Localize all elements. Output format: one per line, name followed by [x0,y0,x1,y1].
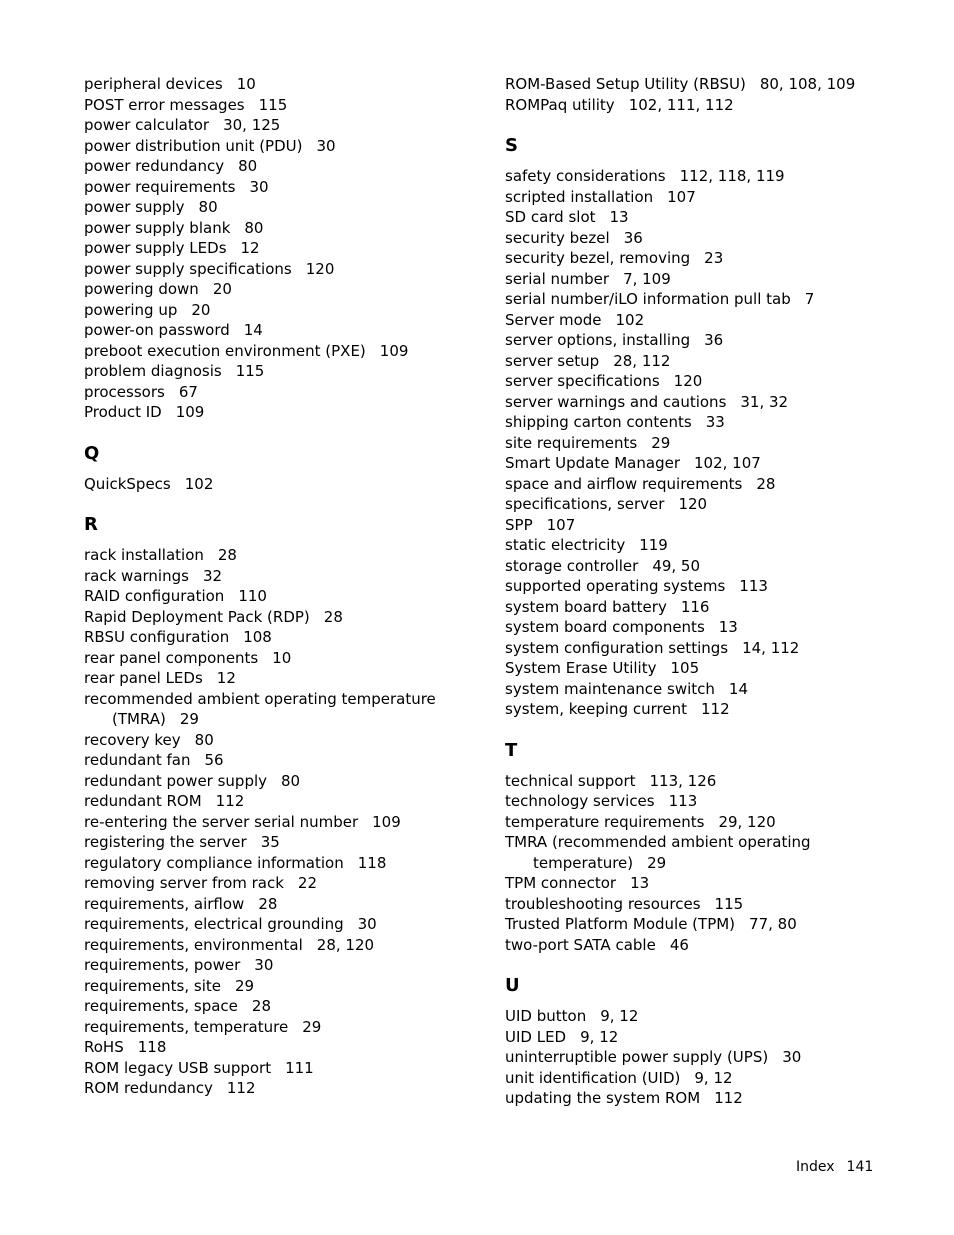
index-page-refs: 80, 108, 109 [759,75,856,93]
index-page-refs: 107 [546,515,576,534]
index-entry [505,207,885,228]
index-entry [84,976,464,997]
index-term: RBSU configuration [84,628,230,646]
index-term: power distribution unit (PDU) [84,136,303,155]
index-term: preboot execution environment (PXE) [84,341,366,360]
index-entry [84,627,464,648]
index-page-refs: 28 [251,997,272,1015]
index-entry [505,791,885,812]
index-page-refs: 80 [238,157,258,175]
index-entry [505,1027,885,1048]
index-page-refs: 13 [609,208,629,226]
index-entry [505,515,885,536]
index-page-refs: 102 [184,474,214,493]
index-entry [505,269,885,290]
index-page-refs: 116 [680,597,710,616]
index-term: Server mode [505,310,602,329]
index-page-refs: 56 [204,751,224,769]
index-page-refs: 112, 118, 119 [679,167,785,185]
index-term: rear panel components [84,648,259,667]
index-term: uninterruptible power supply (UPS) [505,1048,769,1066]
index-term: power supply LEDs [84,239,227,257]
index-page-refs: 36 [623,228,643,247]
index-entry [505,771,885,792]
index-entry [84,1037,464,1058]
index-term: re-entering the server serial number [84,812,359,831]
index-entry [505,310,885,331]
index-term: temperature requirements [505,812,705,831]
index-entry [84,320,464,341]
index-page-refs: 112 [226,1079,256,1097]
index-page-refs: 14, 112 [742,638,800,657]
index-term: requirements, electrical grounding [84,915,344,933]
index-term: processors [84,382,165,401]
index-page-refs: 120 [305,259,335,278]
index-term: site requirements [505,433,638,452]
index-page-refs: 13 [630,874,650,892]
index-entry [505,1088,885,1109]
index-entry [505,914,885,935]
index-page-refs: 28, 112 [613,351,671,370]
index-entry [505,699,885,720]
index-entry [84,873,464,894]
index-term: Product ID [84,403,162,421]
index-page-refs: 30 [357,915,377,933]
index-entry [84,668,464,689]
index-term: removing server from rack [84,874,284,892]
index-entry [84,566,464,587]
index-entry [84,197,464,218]
index-entry [84,136,464,157]
index-term: server specifications [505,372,660,390]
index-page-refs: 80 [194,730,214,749]
index-column-right [505,74,885,1109]
index-page-refs: 105 [670,659,700,677]
index-page-refs: 112 [700,700,730,718]
index-term: security bezel [505,228,610,247]
index-entry [505,679,885,700]
index-page-refs: 112 [215,792,245,810]
index-term: power supply [84,198,185,216]
index-entry [84,259,464,280]
index-page-refs: 80 [198,198,218,216]
index-term: rack warnings [84,566,189,585]
index-page-refs: 102, 107 [693,454,761,472]
index-entry [505,453,885,474]
index-page-refs: 46 [669,935,689,954]
index-page-refs: 10 [272,648,292,667]
index-page-refs: 113 [668,792,698,810]
index-page-refs: 109 [379,341,409,360]
index-entry [84,689,464,730]
index-entry [84,648,464,669]
index-letter-heading: Q [84,442,100,464]
index-page-refs: 10 [236,75,256,93]
index-page-refs: 111 [285,1058,314,1077]
index-term: power supply blank [84,218,231,237]
index-page-refs: 7 [804,290,815,308]
index-term: ROM redundancy [84,1079,213,1097]
index-term: powering up [84,300,178,319]
index-term: recovery key [84,730,181,749]
index-entry [505,248,885,269]
index-page-refs: 28 [756,474,776,493]
index-term: UID button [505,1007,587,1025]
index-page-refs: 49, 50 [652,556,701,575]
index-page-refs: 108 [243,628,272,646]
index-page-refs: 9, 12 [600,1007,639,1025]
index-page-refs: 29 [302,1017,322,1036]
index-term: power redundancy [84,157,225,175]
index-entry [505,935,885,956]
index-page-refs: 22 [297,874,318,892]
index-page-refs: 119 [639,536,668,554]
index-term: POST error messages [84,95,245,114]
index-term: unit identification (UID) [505,1068,681,1087]
index-term: system configuration settings [505,638,729,657]
index-entry [505,617,885,638]
index-page-refs: 115 [714,894,744,913]
index-term: Trusted Platform Module (TPM) [505,915,736,933]
index-term: server warnings and cautions [505,392,727,411]
index-entry [84,361,464,382]
index-letter-heading: T [505,739,518,761]
index-page-refs: 12 [216,669,236,687]
index-term: redundant power supply [84,771,268,790]
index-term: requirements, temperature [84,1017,289,1036]
index-page-refs: 28, 120 [316,935,375,954]
index-term: technical support [505,771,636,790]
index-term: requirements, site [84,976,221,995]
index-entry [84,279,464,300]
index-page-refs: 30 [316,136,336,155]
index-term: server options, installing [505,331,691,349]
index-term: ROM legacy USB support [84,1058,272,1077]
index-entry [505,166,885,187]
index-letter-heading: S [505,135,518,156]
index-page-refs: 113 [739,577,768,595]
index-entry [84,586,464,607]
index-page-refs: 77, 80 [749,915,797,933]
index-term: ROM-Based Setup Utility (RBSU) [505,75,746,93]
index-entry [84,914,464,935]
index-page-refs: 20 [191,300,211,319]
index-page-refs: 30 [249,177,269,196]
index-entry [505,535,885,556]
index-term: RAID configuration [84,587,225,605]
index-page-refs: 12 [240,239,260,257]
index-term: requirements, power [84,956,241,974]
index-column-left [84,74,464,1099]
index-entry [505,433,885,454]
index-entry [505,351,885,372]
footer-label: Index [796,1159,835,1175]
index-term: problem diagnosis [84,362,222,380]
index-page-refs: 67 [178,382,198,401]
index-term: serial number [505,269,610,288]
index-term: TPM connector [505,874,617,892]
index-term: safety considerations [505,167,666,185]
index-term: troubleshooting resources [505,894,701,913]
index-page-refs: 115 [235,362,265,380]
index-entry [84,115,464,136]
index-entry [505,576,885,597]
index-entry [84,853,464,874]
index-entry [505,95,885,116]
index-page-refs: 118 [137,1038,167,1056]
index-entry [505,597,885,618]
index-letter-heading: R [84,514,98,535]
index-entry [84,382,464,403]
index-term: updating the system ROM [505,1089,701,1107]
index-term: power-on password [84,321,230,339]
index-term: ROMPaq utility [505,95,615,114]
index-entry [84,402,464,423]
index-term: SPP [505,515,533,534]
index-term: Smart Update Manager [505,454,680,472]
index-page-refs: 7, 109 [623,269,671,288]
index-entry [84,1058,464,1079]
index-entry [505,330,885,351]
index-term: rack installation [84,546,204,564]
index-entry [505,74,885,95]
index-page-refs: 32 [202,566,223,585]
index-page-refs: 28 [258,894,278,913]
index-entry [505,638,885,659]
index-page-refs: 28 [217,546,237,564]
index-term: specifications, server [505,495,665,513]
index-term: regulatory compliance information [84,853,344,872]
index-page-refs: 120 [673,372,703,390]
index-term: shipping carton contents [505,413,692,431]
index-page-refs: 102, 111, 112 [628,95,734,114]
index-term: QuickSpecs [84,474,171,493]
index-page-refs: 115 [258,95,288,114]
index-term: storage controller [505,556,639,575]
index-term: power supply specifications [84,259,292,278]
index-entry [505,1068,885,1089]
page-number: 141 [846,1159,874,1175]
index-entry [505,228,885,249]
index-page-refs: 20 [212,280,232,298]
index-entry [505,894,885,915]
index-page-refs: 120 [678,495,708,513]
index-page-refs: 30 [254,956,274,974]
index-term: rear panel LEDs [84,669,203,687]
index-entry [505,392,885,413]
index-term: security bezel, removing [505,249,691,267]
index-entry [84,771,464,792]
index-term: registering the server [84,833,247,851]
index-term: peripheral devices [84,75,223,93]
index-page-refs: 28 [323,607,343,626]
index-entry [84,996,464,1017]
index-term: powering down [84,280,199,298]
index-entry [84,791,464,812]
index-entry [505,187,885,208]
index-term: Rapid Deployment Pack (RDP) [84,607,310,626]
index-entry [505,474,885,495]
index-page-refs: 29 [651,433,671,452]
index-term: UID LED [505,1027,567,1046]
index-page-refs: 109 [372,812,401,831]
index-page-refs: 9, 12 [580,1027,619,1046]
index-page-refs: 107 [667,187,696,206]
index-page-refs: 29 [179,710,199,728]
index-entry [84,341,464,362]
index-entry [505,371,885,392]
index-entry [84,238,464,259]
index-term: requirements, environmental [84,935,303,954]
index-page-refs: 9, 12 [694,1068,733,1087]
index-entry [84,95,464,116]
index-entry [505,873,885,894]
index-term: system board components [505,618,705,636]
index-page-refs: 113, 126 [649,771,717,790]
index-entry [84,74,464,95]
index-entry [84,832,464,853]
index-term: technology services [505,792,655,810]
index-page-refs: 109 [175,403,205,421]
index-page-refs: 29, 120 [718,812,776,831]
page-footer [796,1157,873,1177]
index-entry [84,955,464,976]
index-term: SD card slot [505,208,596,226]
index-entry [505,494,885,515]
index-page-refs: 30, 125 [223,116,281,134]
index-entry [505,812,885,833]
index-term: space and airflow requirements [505,474,743,493]
index-term: redundant fan [84,751,191,769]
index-entry [84,894,464,915]
index-page-refs: 29 [235,976,255,995]
index-page-refs: 29 [647,853,667,872]
index-term: power requirements [84,177,236,196]
index-entry [84,474,464,495]
index-term: supported operating systems [505,577,726,595]
index-term: RoHS [84,1038,124,1056]
index-entry [84,177,464,198]
index-entry [84,1017,464,1038]
index-entry [84,156,464,177]
index-term: TMRA (recommended ambient operating temperature) [505,833,811,872]
index-term: requirements, airflow [84,894,245,913]
index-term: power calculator [84,116,210,134]
index-term: scripted installation [505,187,654,206]
index-entry [84,730,464,751]
index-entry [505,556,885,577]
index-term: system board battery [505,597,667,616]
index-entry [505,832,885,873]
index-term: server setup [505,351,600,370]
index-entry [505,1006,885,1027]
index-letter-heading: U [505,975,520,996]
index-term: recommended ambient operating temperature (TMRA) [84,689,436,728]
index-term: static electricity [505,536,626,554]
index-page-refs: 14 [728,679,749,698]
index-page-refs: 30 [782,1048,802,1066]
index-entry [84,750,464,771]
index-term: system, keeping current [505,700,687,718]
index-page-refs: 112 [714,1089,743,1107]
index-term: system maintenance switch [505,679,715,698]
index-page-refs: 13 [718,618,738,636]
index-term: serial number/iLO information pull tab [505,290,791,308]
index-term: System Erase Utility [505,659,657,677]
index-page-refs: 36 [704,331,724,349]
index-entry [505,412,885,433]
index-term: redundant ROM [84,792,202,810]
index-page-refs: 80 [281,771,301,790]
index-entry [505,289,885,310]
index-entry [84,545,464,566]
index-term: requirements, space [84,997,238,1015]
index-page-refs: 33 [705,413,725,431]
index-page-refs: 110 [238,587,267,605]
index-term: two-port SATA cable [505,935,656,954]
index-page-refs: 31, 32 [740,392,789,411]
index-entry [84,812,464,833]
index-page-refs: 23 [704,249,724,267]
index-page-refs: 80 [244,218,264,237]
index-page-refs: 118 [357,853,387,872]
index-page-refs: 35 [260,833,280,851]
index-entry [84,300,464,321]
index-entry [84,607,464,628]
index-entry [505,1047,885,1068]
index-entry [84,935,464,956]
index-entry [84,218,464,239]
index-page-refs: 102 [615,310,645,329]
index-entry [84,1078,464,1099]
index-entry [505,658,885,679]
index-page-refs: 14 [243,321,263,339]
